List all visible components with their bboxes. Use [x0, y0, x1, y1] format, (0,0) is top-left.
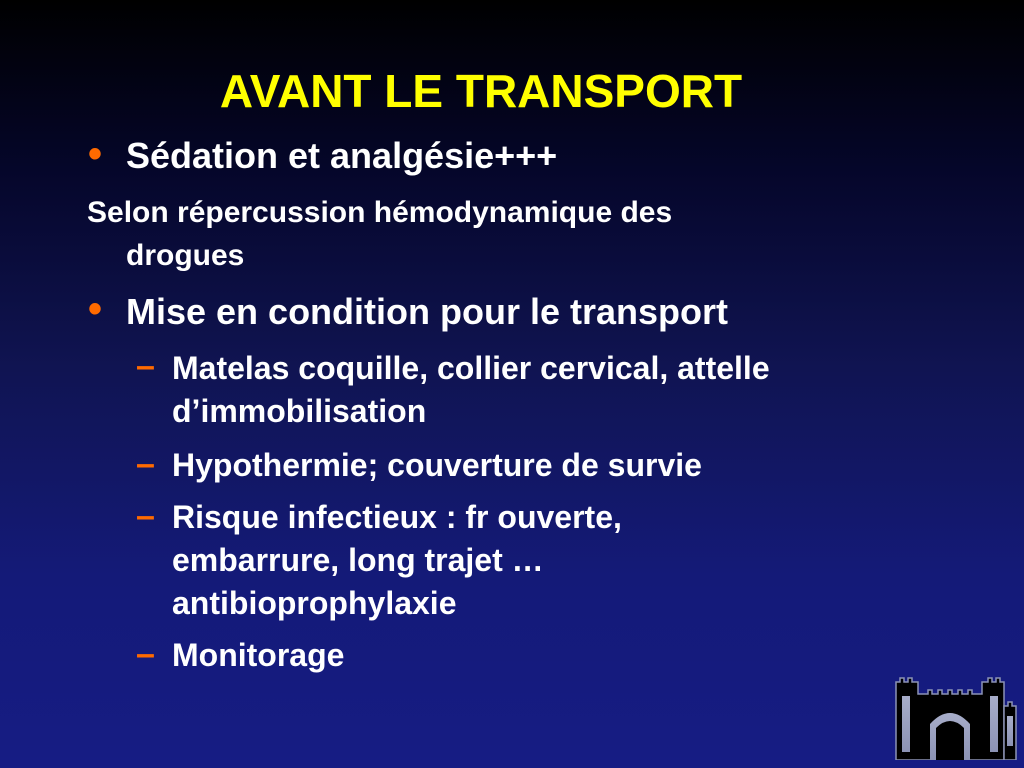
- note-line-1: Selon répercussion hémodynamique des: [87, 196, 673, 229]
- sub-item-risque-line-3: antibioprophylaxie: [172, 585, 457, 621]
- sub-item-risque-line-1: Risque infectieux : fr ouverte,: [172, 499, 622, 535]
- gate-building-icon: [894, 676, 1018, 760]
- sub-item-risque-line-2: embarrure, long trajet …: [172, 542, 544, 578]
- dash-marker: –: [136, 347, 155, 385]
- bullet-item-mise-en-condition: Mise en condition pour le transport: [126, 291, 729, 332]
- sub-item-hypothermie: Hypothermie; couverture de survie: [172, 447, 702, 483]
- slide-title: AVANT LE TRANSPORT: [219, 65, 743, 117]
- dash-marker: –: [136, 445, 155, 483]
- note-line-2: drogues: [126, 239, 245, 272]
- bullet-marker: •: [88, 287, 103, 331]
- dash-marker: –: [136, 497, 155, 535]
- bullet-item-sedation: Sédation et analgésie+++: [126, 135, 558, 176]
- sub-item-matelas-line-1: Matelas coquille, collier cervical, attelle: [172, 350, 770, 386]
- dash-marker: –: [136, 635, 155, 673]
- bullet-marker: •: [88, 132, 103, 176]
- sub-item-monitorage: Monitorage: [172, 637, 345, 673]
- sub-item-matelas-line-2: d’immobilisation: [172, 393, 427, 429]
